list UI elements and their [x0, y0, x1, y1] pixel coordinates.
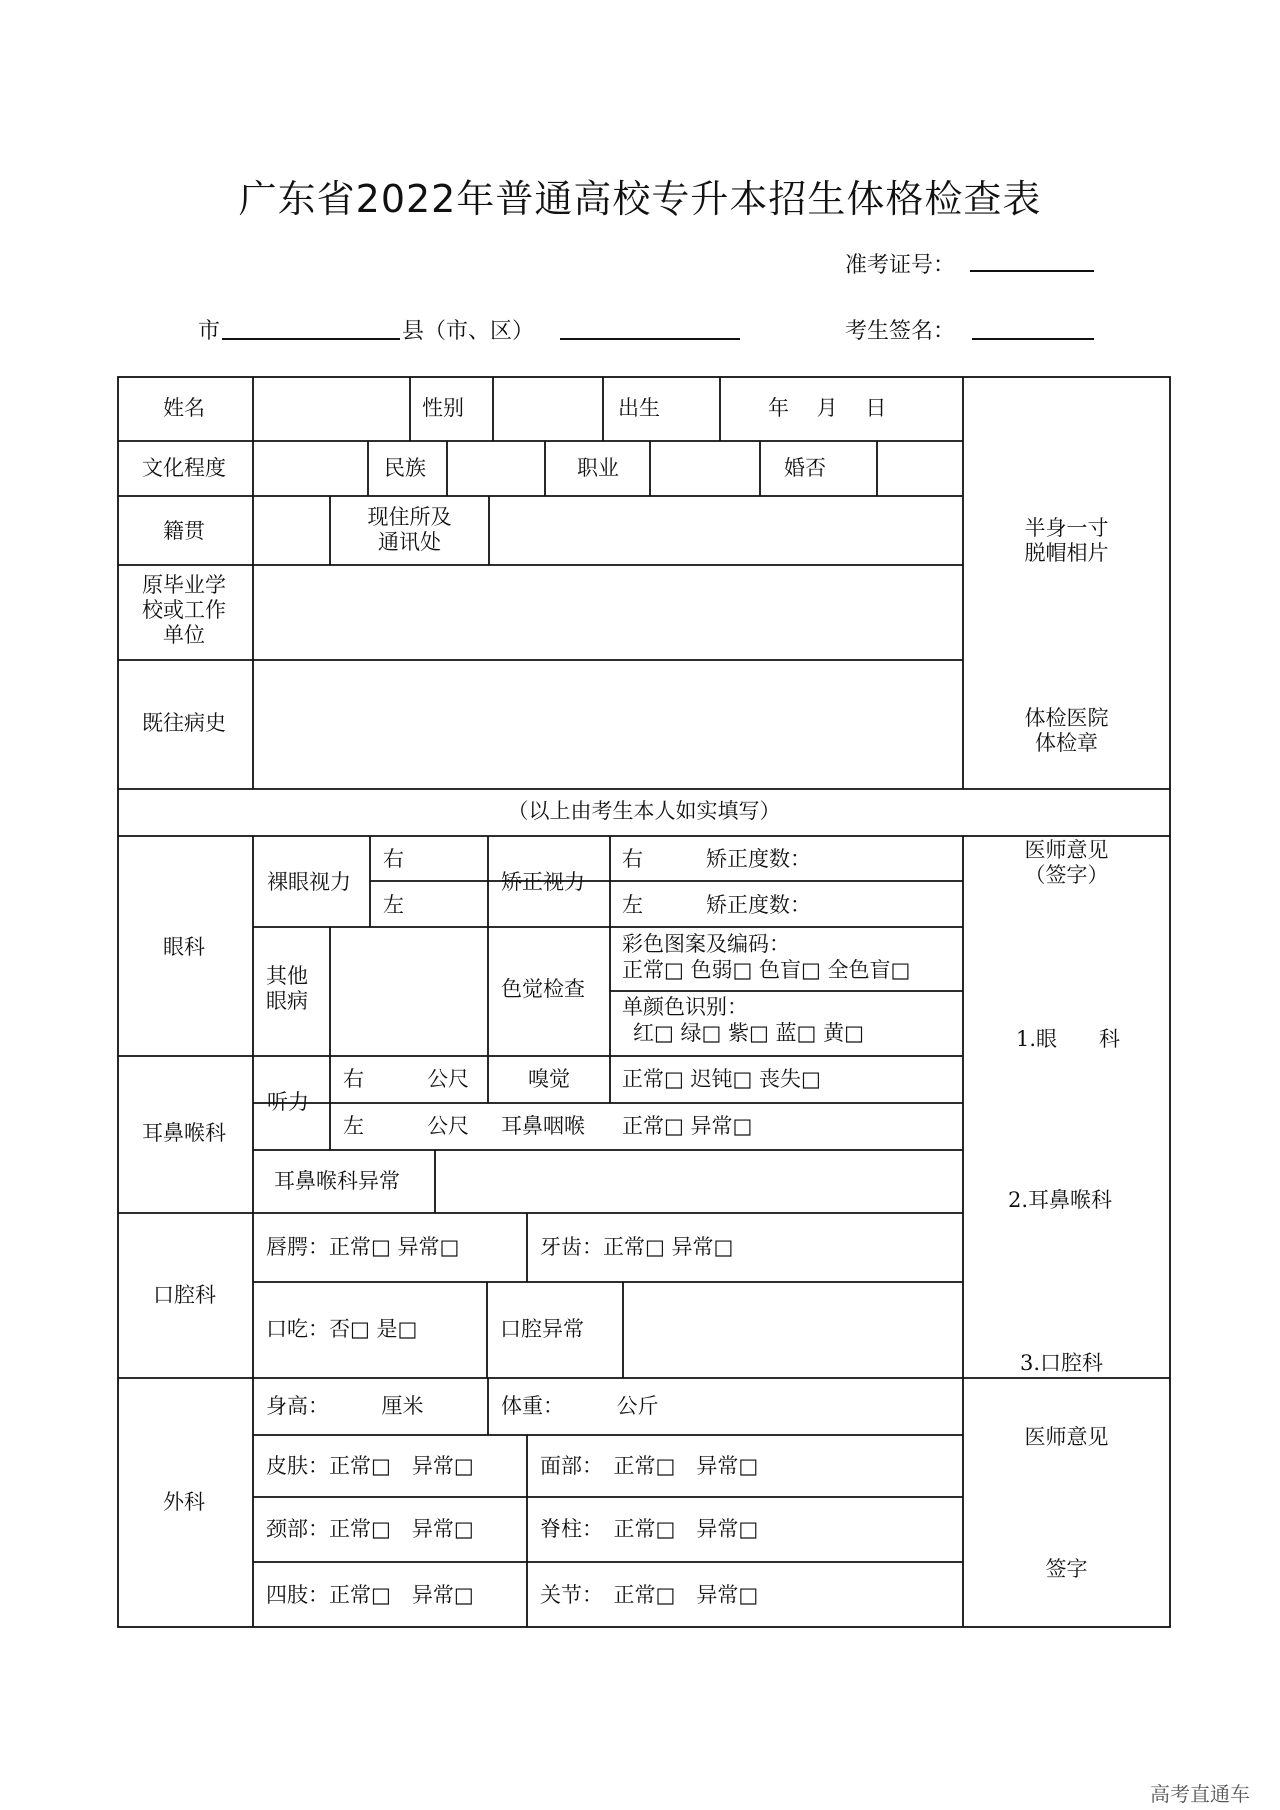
stamp-label-line2: 体检章: [1035, 731, 1098, 755]
surgery-sign-label: 签字: [1045, 1557, 1088, 1581]
lip-options[interactable]: 唇腭：正常□ 异常□: [266, 1235, 460, 1259]
throat-options[interactable]: 正常□ 异常□: [622, 1114, 753, 1138]
naked-left-label: 左: [383, 893, 404, 917]
surgery-opinion-label: 医师意见: [1024, 1425, 1109, 1449]
hearing-label: 听力: [267, 1090, 309, 1114]
limbs-options[interactable]: 四肢：正常□ 异常□: [266, 1583, 474, 1607]
doctor-opinion-label: 医师意见: [1024, 838, 1109, 862]
name-label: 姓名: [163, 396, 205, 420]
hearing-left-label: 左 公尺: [343, 1114, 469, 1138]
smell-label: 嗅觉: [528, 1067, 570, 1091]
doctor-sign-label: （签字）: [1024, 863, 1109, 887]
single-color-label: 单颜色识别：: [622, 995, 748, 1019]
gender-label: 性别: [422, 396, 464, 420]
naked-vision-label: 裸眼视力: [267, 870, 351, 894]
city-label: 市: [198, 319, 221, 344]
oral-dept-label: 3.口腔科: [1020, 1351, 1104, 1375]
birth-date-label: 年 月 日: [768, 396, 887, 420]
native-place-label: 籍贯: [163, 519, 205, 543]
oral-section-label: 口腔科: [153, 1283, 216, 1307]
corrected-right-label: 右 矫正度数：: [622, 847, 811, 871]
education-label: 文化程度: [142, 456, 226, 480]
corrected-left-label: 左 矫正度数：: [622, 893, 811, 917]
stutter-options[interactable]: 口吃：否□ 是□: [266, 1317, 418, 1341]
exam-no-label: 准考证号：: [845, 253, 956, 278]
color-pattern-options[interactable]: 正常□ 色弱□ 色盲□ 全色盲□: [622, 958, 911, 982]
signature-label: 考生签名：: [845, 319, 956, 344]
other-eye-label-line1: 其他: [266, 964, 308, 988]
birth-label: 出生: [618, 396, 660, 420]
skin-options[interactable]: 皮肤：正常□ 异常□: [266, 1454, 474, 1478]
ent-abnormal-label: 耳鼻喉科异常: [274, 1169, 400, 1193]
stamp-label-line1: 体检医院: [1024, 706, 1109, 730]
photo-label-line2: 脱帽相片: [1024, 541, 1109, 565]
oral-abnormal-label: 口腔异常: [500, 1317, 584, 1341]
corrected-vision-label: 矫正视力: [501, 870, 585, 894]
naked-right-label: 右: [383, 847, 404, 871]
surgery-section-label: 外科: [163, 1490, 205, 1514]
teeth-options[interactable]: 牙齿：正常□ 异常□: [540, 1235, 734, 1259]
single-color-options[interactable]: 红□ 绿□ 紫□ 蓝□ 黄□: [633, 1021, 864, 1045]
smell-options[interactable]: 正常□ 迟钝□ 丧失□: [622, 1067, 821, 1091]
married-label: 婚否: [784, 456, 826, 480]
color-check-label: 色觉检查: [501, 977, 585, 1001]
ent-dept-label: 2.耳鼻喉科: [1008, 1188, 1113, 1212]
school-label-line1: 原毕业学: [142, 573, 226, 597]
school-label-line3: 单位: [163, 623, 205, 647]
county-label: 县（市、区）: [402, 319, 535, 344]
medical-history-label: 既往病史: [142, 711, 226, 735]
address-label-line2: 通讯处: [378, 530, 441, 554]
hearing-right-label: 右 公尺: [343, 1067, 469, 1091]
neck-options[interactable]: 颈部：正常□ 异常□: [266, 1517, 474, 1541]
ethnicity-label: 民族: [384, 456, 426, 480]
joints-options[interactable]: 关节： 正常□ 异常□: [540, 1583, 759, 1607]
other-eye-label-line2: 眼病: [266, 989, 308, 1013]
school-label-line2: 校或工作: [142, 598, 226, 622]
watermark: 高考直通车: [1150, 1782, 1250, 1806]
self-fill-note: （以上由考生本人如实填写）: [507, 799, 781, 823]
height-label: 身高： 厘米: [266, 1394, 424, 1418]
occupation-label: 职业: [577, 456, 619, 480]
ent-section-label: 耳鼻喉科: [142, 1121, 226, 1145]
face-options[interactable]: 面部： 正常□ 异常□: [540, 1454, 759, 1478]
page-title: 广东省2022年普通高校专升本招生体格检查表: [238, 177, 1042, 221]
spine-options[interactable]: 脊柱： 正常□ 异常□: [540, 1517, 759, 1541]
color-pattern-label: 彩色图案及编码：: [622, 932, 790, 956]
weight-label: 体重： 公斤: [501, 1394, 659, 1418]
eye-section-label: 眼科: [163, 935, 205, 959]
address-label-line1: 现住所及: [367, 505, 452, 529]
eye-dept-label: 1.眼 科: [1016, 1027, 1121, 1051]
throat-label: 耳鼻咽喉: [501, 1114, 585, 1138]
photo-label-line1: 半身一寸: [1024, 516, 1109, 540]
